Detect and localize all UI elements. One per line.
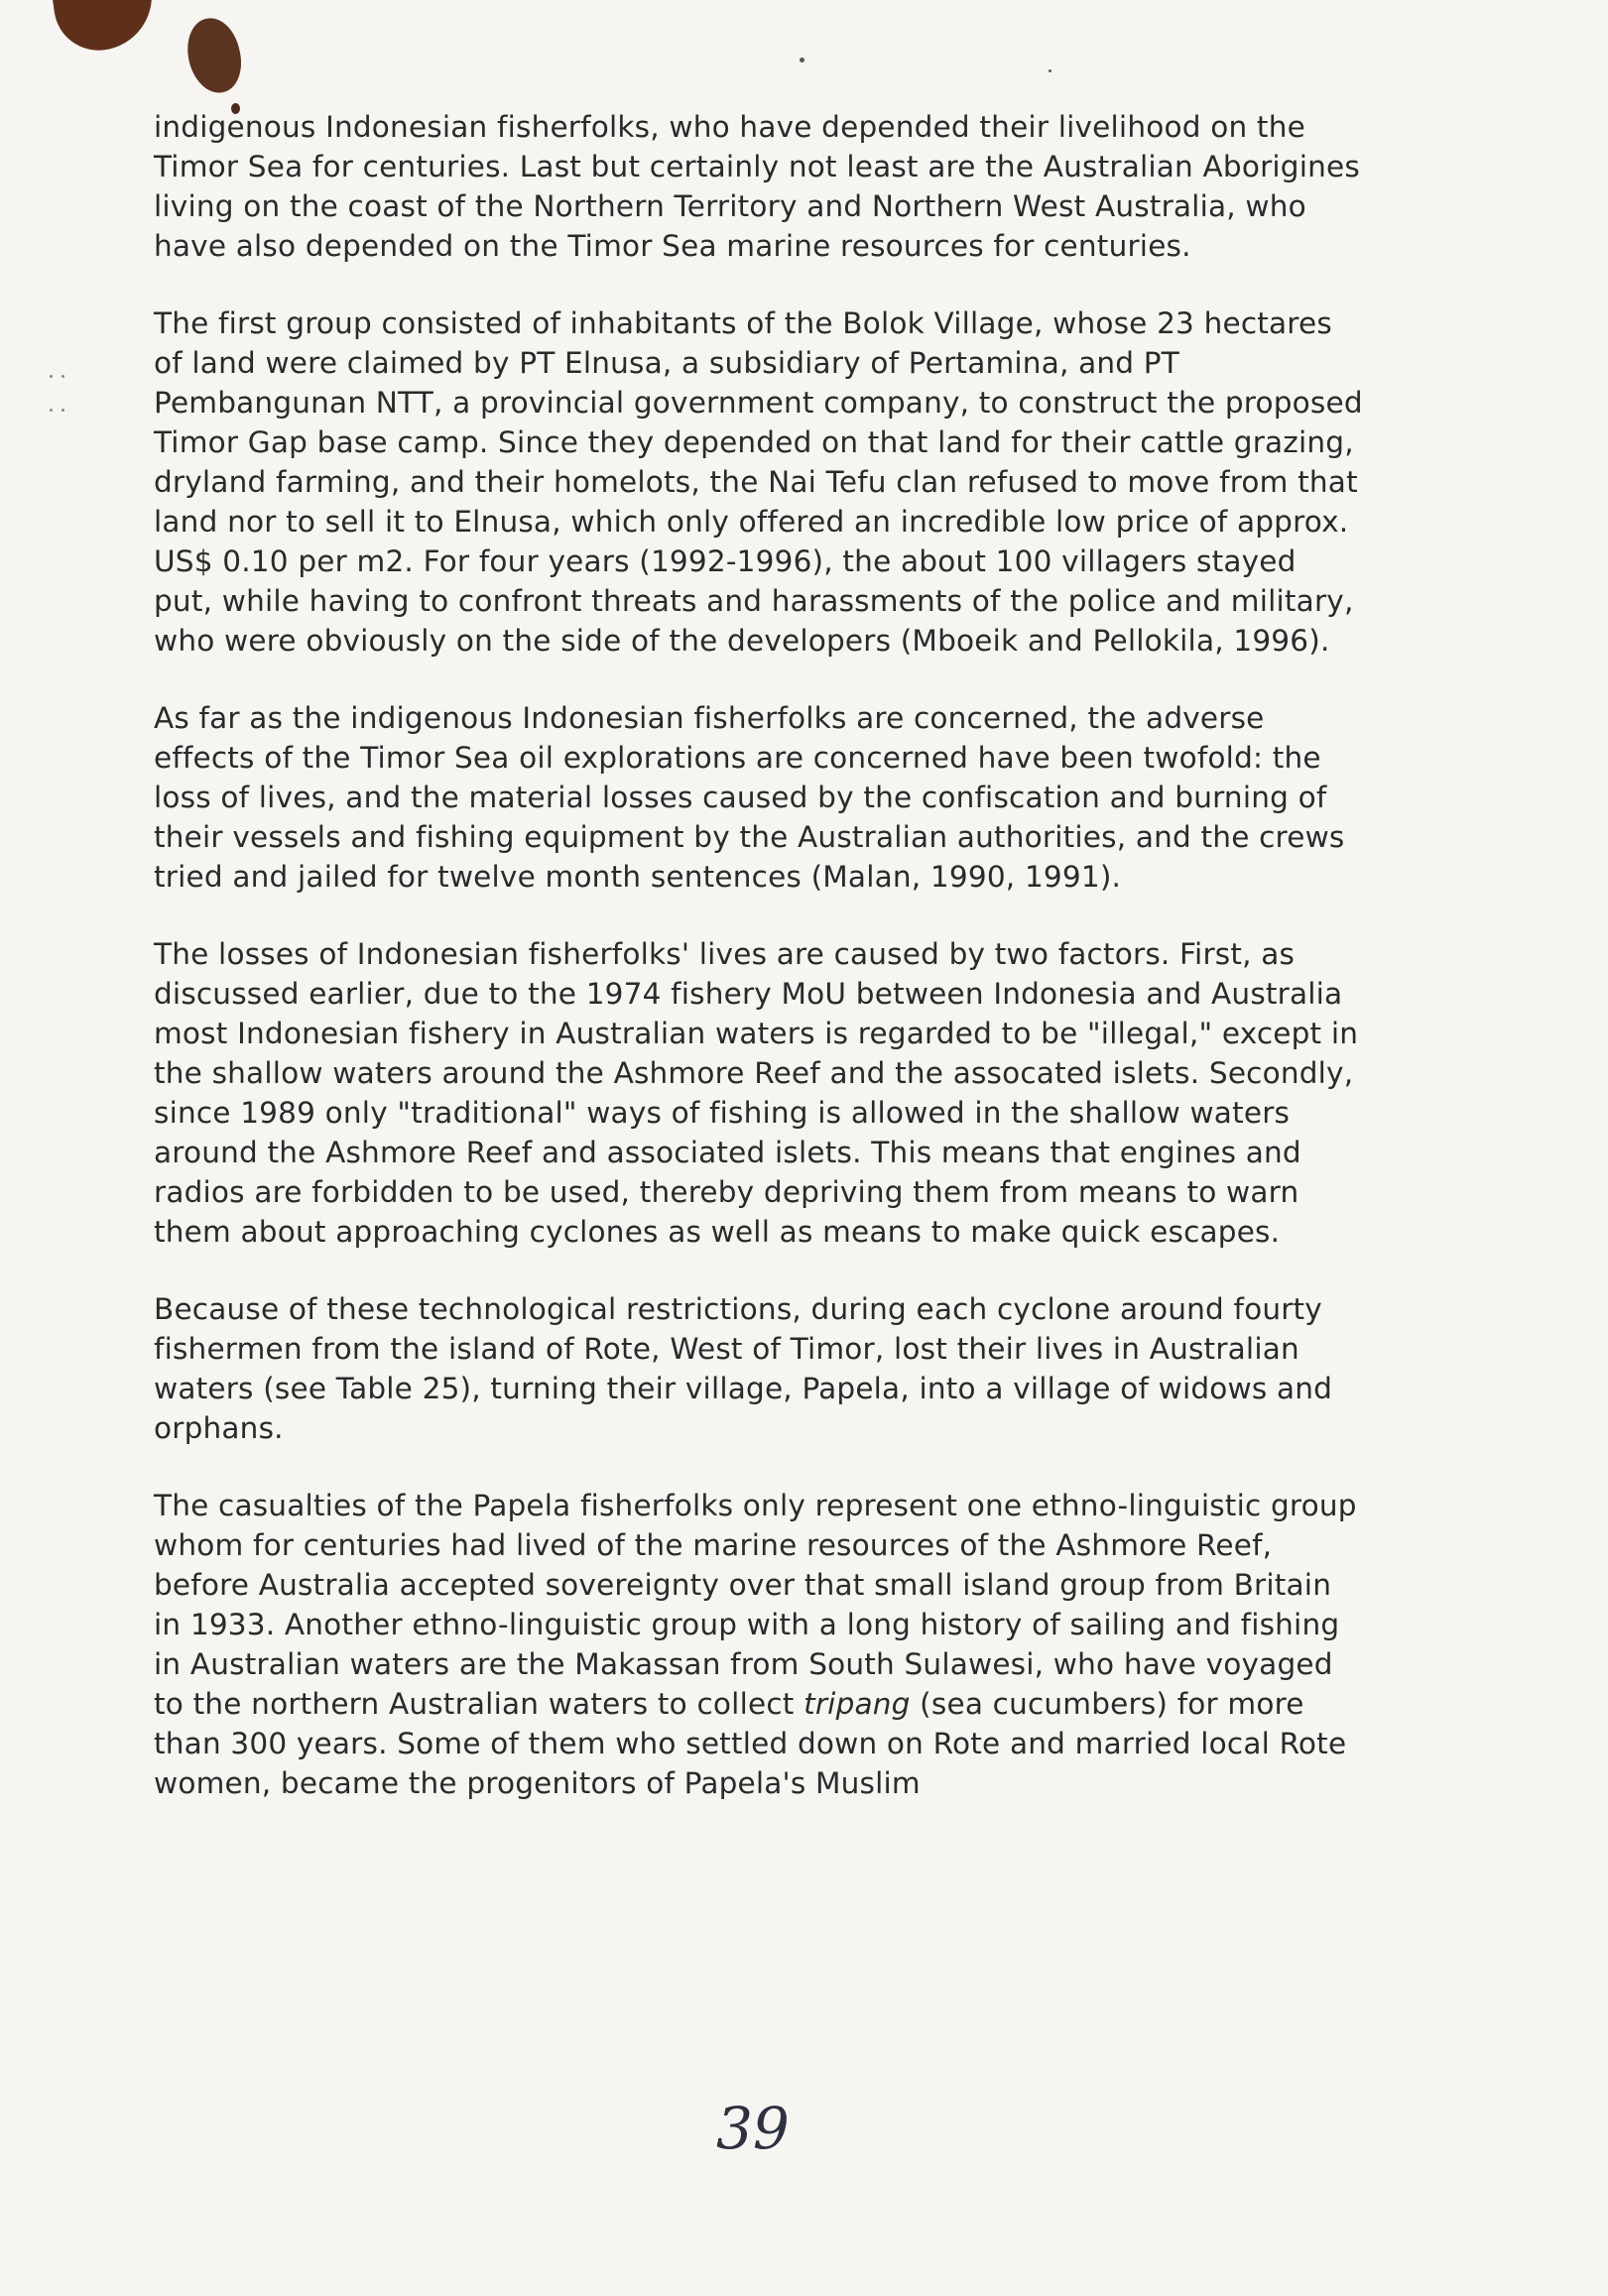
speck	[1049, 69, 1051, 72]
page-number: 39	[716, 2095, 790, 2162]
body-text	[154, 107, 1364, 1841]
paragraph-text: The casualties of the Papela fisherfolks only represent one ethno-linguistic group whom for centuries had lived of the marine resources of the Ashmore Reef, before Australia accepted sovereignty over that small island group from Britain in 1933. Another ethno-linguistic group with a long history of sailing and fishing in Australian waters are the Makassan from South Sulawesi, who have voyaged to the northern Australian waters to collect	[154, 1489, 1357, 1721]
speck	[800, 58, 804, 62]
italic-term: tripang	[804, 1687, 911, 1721]
paragraph: As far as the indigenous Indonesian fisherfolks are concerned, the adverse effects of the Timor Sea oil explorations are concerned have been twofold: the loss of lives, and the material losses caused by the confiscation and burning of their vessels and fishing equipment by the Australian authorities, and the crews tried and jailed for twelve month sentences (Malan, 1990, 1991).	[154, 701, 1345, 894]
paragraph-text: (sea cucumbers) for more than 300 years. Some of them who settled down on Rote and married local Rote women, became the progenitors of Papela's Muslim	[154, 1687, 1347, 1800]
paragraph	[154, 1486, 1364, 1803]
paragraph: indigenous Indonesian fisherfolks, who have depended their livelihood on the Timor Sea for centuries. Last but certainly not least are the Australian Aborigines living on the coast of the Northern Territory and Northern West Australia, who have also depended on the Timor Sea marine resources for centuries.	[154, 110, 1360, 263]
speck	[50, 409, 53, 412]
speck	[62, 409, 64, 412]
paragraph: Because of these technological restrictions, during each cyclone around fourty fishermen from the island of Rote, West of Timor, lost their lives in Australian waters (see Table 25), turning their village, Papela, into a village of widows and orphans.	[154, 1292, 1333, 1445]
coffee-stain	[182, 13, 248, 97]
coffee-stain	[50, 0, 159, 57]
paragraph: The first group consisted of inhabitants of the Bolok Village, whose 23 hectares of land were claimed by PT Elnusa, a subsidiary of Pertamina, and PT Pembangunan NTT, a provincial government company, to construct the proposed Timor Gap base camp. Since they depended on that land for their cattle grazing, dryland farming, and their homelots, the Nai Tefu clan refused to move from that land nor to sell it to Elnusa, which only offered an incredible low price of approx. US$ 0.10 per m2. For four years (1992-1996), the about 100 villagers stayed put, while having to confront threats and harassments of the police and military, who were obviously on the side of the developers (Mboeik and Pellokila, 1996).	[154, 306, 1363, 658]
speck	[50, 375, 53, 378]
paragraph: The losses of Indonesian fisherfolks' lives are caused by two factors. First, as discussed earlier, due to the 1974 fishery MoU between Indonesia and Australia most Indonesian fishery in Australian waters is regarded to be "illegal," except in the shallow waters around the Ashmore Reef and the assocated islets. Secondly, since 1989 only "traditional" ways of fishing is allowed in the shallow waters around the Ashmore Reef and associated islets. This means that engines and radios are forbidden to be used, thereby depriving them from means to warn them about approaching cyclones as well as means to make quick escapes.	[154, 937, 1359, 1249]
speck	[62, 375, 64, 378]
